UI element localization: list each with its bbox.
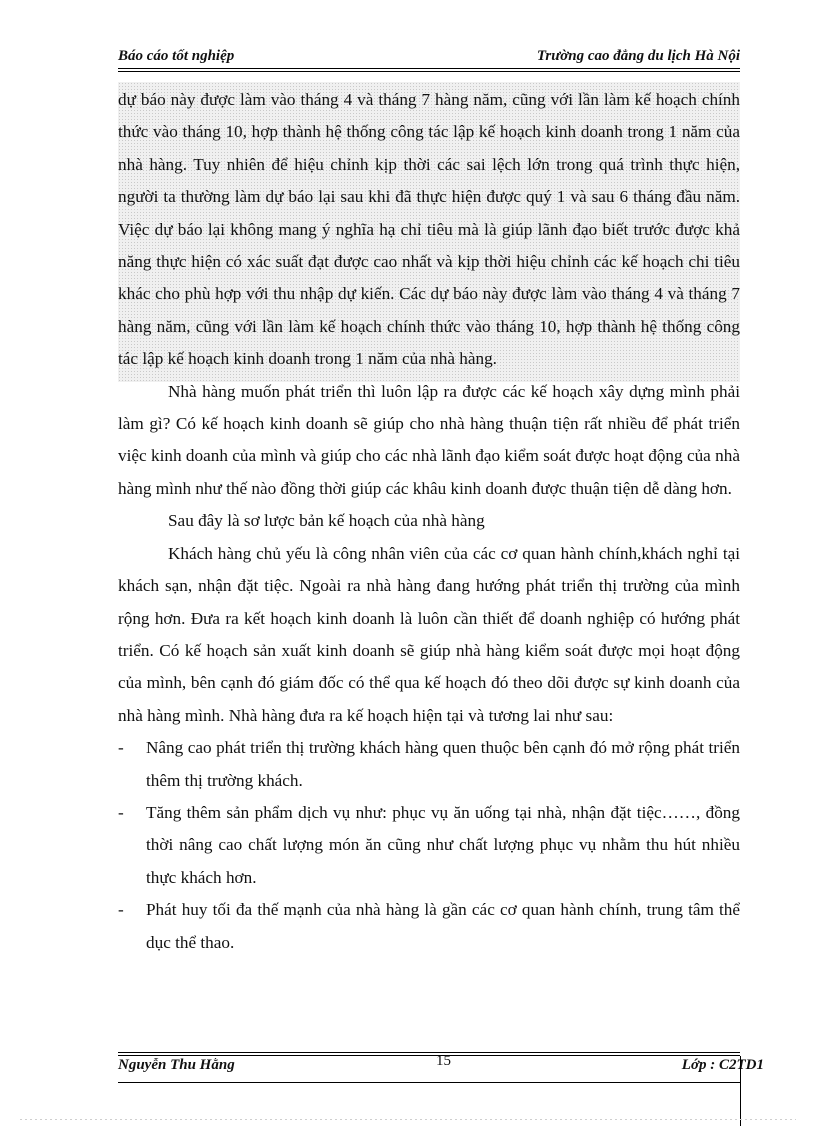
header-rule — [118, 68, 740, 69]
bullet-dash: - — [118, 900, 124, 920]
margin-guide-line — [740, 1056, 741, 1126]
paragraph-planning: Nhà hàng muốn phát triển thì luôn lập ra được các kế hoạch xây dựng mình phải làm gì? Có kế hoạch kinh doanh sẽ giúp cho nhà hàng thuận tiện rất nhiều để phát triển việc kinh doanh của mình và giúp cho các nhà lãnh đạo kiểm soát được hoạt động của nhà hàng mình như thế nào đồng thời giúp các khâu kinh doanh được thuận tiện dễ dàng hơn. — [118, 381, 740, 498]
header-rule-double — [118, 71, 740, 72]
header-report-title: Báo cáo tốt nghiệp — [118, 48, 235, 64]
list-item — [118, 894, 740, 959]
page-edge-dots — [20, 1119, 796, 1120]
page-number: 15 — [436, 1053, 451, 1069]
footer-rule — [118, 1052, 740, 1053]
paragraph-plan-intro: Sau đây là sơ lược bản kế hoạch của nhà hàng — [168, 511, 485, 531]
page-footer — [118, 1053, 764, 1079]
bullet-dash: - — [118, 738, 124, 758]
list-item — [118, 797, 740, 894]
footer-rule-double — [118, 1055, 740, 1056]
header-school-name: Trường cao đẳng du lịch Hà Nội — [536, 48, 740, 64]
list-item-text: Tăng thêm sản phẩm dịch vụ như: phục vụ ăn uống tại nhà, nhận đặt tiệc……, đồng thời nâng cao chất lượng món ăn cũng như chất lượng phục vụ nhằm thu hút nhiều thực khách hơn. — [146, 802, 740, 887]
list-item-text: Phát huy tối đa thế mạnh của nhà hàng là gần các cơ quan hành chính, trung tâm thể dục thể thao. — [146, 900, 740, 952]
footer-author: Nguyễn Thu Hằng — [118, 1057, 235, 1073]
page-header — [118, 48, 740, 68]
paragraph-forecast: dự báo này được làm vào tháng 4 và tháng 7 hàng năm, cũng với lần làm kế hoạch chính thức vào tháng 10, hợp thành hệ thống công tác lập kế hoạch kinh doanh trong 1 năm của nhà hàng. Tuy nhiên để hiệu chỉnh kịp thời các sai lệch lớn trong quá trình thực hiện, người ta thường làm dự báo lại sau khi đã thực hiện được quý 1 và sau 6 tháng đầu năm. Việc dự báo lại không mang ý nghĩa hạ chỉ tiêu mà là giúp lãnh đạo biết trước được khả năng thực hiện có xác suất đạt được cao nhất và kịp thời hiệu chỉnh các kế hoạch chi tiêu khác cho phù hợp với thu nhập dự kiến. Các dự báo này được làm vào tháng 4 và tháng 7 hàng năm, cũng với lần làm kế hoạch chính thức vào tháng 10, hợp thành hệ thống công tác lập kế hoạch kinh doanh trong 1 năm của nhà hàng. — [118, 90, 740, 369]
footer-bottom-rule — [118, 1082, 740, 1083]
paragraph-customers: Khách hàng chủ yếu là công nhân viên của các cơ quan hành chính,khách nghỉ tại khách sạn, nhận đặt tiệc. Ngoài ra nhà hàng đang hướng phát triển thị trường của mình rộng hơn. Đưa ra kết hoạch kinh doanh là luôn cần thiết để doanh nghiệp có hướng phát triển. Có kế hoạch sản xuất kinh doanh sẽ giúp nhà hàng kiểm soát được mọi hoạt động của mình, bên cạnh đó giám đốc có thể qua kế hoạch đó theo dõi được sự kinh doanh của nhà hàng mình. Nhà hàng đưa ra kế hoạch hiện tại và tương lai như sau: — [118, 543, 740, 725]
footer-class: Lớp : C2TD1 — [681, 1057, 764, 1073]
bullet-dash: - — [118, 802, 124, 822]
document-body — [118, 84, 740, 959]
list-item-text: Nâng cao phát triển thị trường khách hàng quen thuộc bên cạnh đó mở rộng phát triển thêm thị trường khách. — [146, 738, 740, 790]
list-item — [118, 732, 740, 797]
